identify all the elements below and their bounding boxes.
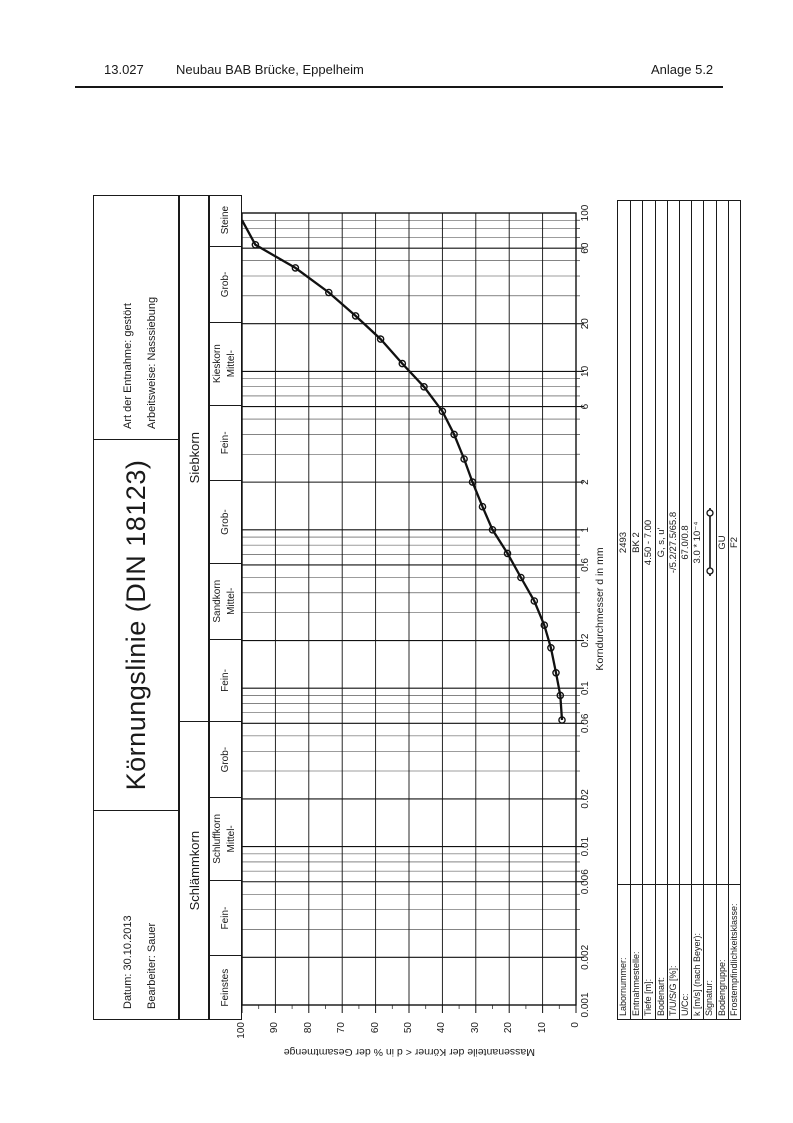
project-title: Neubau BAB Brücke, Eppelheim bbox=[176, 62, 364, 77]
percent-axis-title: Massenanteile der Körner < d in % der Gesamtmenge bbox=[283, 1046, 535, 1058]
grain-fraction-label: Steine bbox=[220, 205, 231, 235]
d-axis-tick-label: 0.1 bbox=[580, 681, 591, 696]
percent-axis-tick-label: 20 bbox=[503, 1022, 515, 1034]
percent-axis-tick-label: 80 bbox=[302, 1022, 314, 1034]
d-axis-tick-label: 20 bbox=[580, 318, 591, 330]
grain-fraction-label: Grob- bbox=[220, 509, 231, 535]
signature-symbol bbox=[705, 505, 715, 581]
table-row bbox=[618, 201, 630, 1019]
sampling-method-line: Arbeitsweise: Nasssiebung bbox=[146, 296, 158, 429]
table-row-label: Labornummer: bbox=[618, 884, 630, 1019]
table-row-value: 2493 bbox=[618, 531, 629, 554]
table-row bbox=[655, 201, 667, 1019]
d-axis-tick-label: 2 bbox=[580, 479, 591, 485]
d-axis-tick-label: 60 bbox=[580, 242, 591, 254]
percent-axis-tick-label: 90 bbox=[269, 1022, 281, 1034]
grain-group-siebkorn: Siebkorn bbox=[180, 194, 208, 722]
grain-group-schlämmkorn: Schlämmkorn bbox=[186, 830, 202, 911]
d-axis-tick-label: 1 bbox=[580, 527, 591, 533]
grain-fraction-label: Mittel- bbox=[226, 587, 237, 615]
table-row bbox=[728, 201, 740, 1019]
grain-fraction-label: Feinstes bbox=[220, 968, 231, 1007]
header-rule bbox=[75, 86, 723, 88]
table-row-value: G, s, u' bbox=[655, 527, 667, 558]
table-row bbox=[630, 201, 642, 1019]
table-row-value bbox=[704, 201, 715, 884]
table-row bbox=[679, 201, 691, 1019]
table-row-value: F2 bbox=[728, 536, 740, 549]
d-axis-tick-label: 0.2 bbox=[580, 633, 591, 648]
d-axis-tick-label: 0.006 bbox=[580, 869, 591, 895]
percent-axis-tick-label: 60 bbox=[369, 1022, 381, 1034]
table-row-label: Entnahmestelle: bbox=[631, 884, 642, 1019]
date-line: Datum: 30.10.2013 bbox=[122, 915, 134, 1009]
table-row-label: Bodengruppe: bbox=[717, 884, 728, 1019]
d-axis-tick-label: 0.01 bbox=[580, 836, 591, 857]
table-row-value: 3.0 * 10⁻⁴ bbox=[692, 521, 704, 564]
percent-axis-tick-label: 50 bbox=[403, 1022, 414, 1034]
table-row-label: Tiefe [m]: bbox=[643, 884, 654, 1019]
page-header bbox=[0, 0, 793, 100]
table-row-label: Bodenart: bbox=[656, 884, 667, 1019]
table-row bbox=[703, 201, 715, 1019]
grain-subgroup-label: Schluffkorn bbox=[212, 813, 223, 864]
grain-fraction-label: Fein- bbox=[220, 906, 231, 930]
figure-title: Körnungslinie (DIN 18123) bbox=[120, 459, 151, 791]
table-row bbox=[691, 201, 703, 1019]
project-number: 13.027 bbox=[104, 62, 144, 77]
table-row-value: GU bbox=[716, 535, 728, 550]
d-axis-tick-label: 100 bbox=[580, 204, 591, 222]
table-row-value: 4.50 - 7.00 bbox=[643, 519, 655, 566]
table-row-value: -/5.2/27.5/65.8 bbox=[667, 511, 679, 574]
table-row-label: U/Cc: bbox=[680, 884, 691, 1019]
grain-fraction-label: Fein- bbox=[220, 669, 231, 692]
d-axis-tick-label: 0.001 bbox=[580, 992, 591, 1018]
results-table bbox=[617, 200, 741, 1020]
table-row bbox=[716, 201, 728, 1019]
grain-size-curve bbox=[242, 220, 562, 720]
d-axis-tick-label: 0.002 bbox=[580, 944, 591, 970]
d-axis-tick-label: 0.02 bbox=[580, 789, 591, 809]
d-axis-tick-label: 6 bbox=[580, 403, 591, 410]
table-row-value: 67.0/0.8 bbox=[679, 525, 691, 560]
grain-subgroup-label: Kieskorn bbox=[212, 344, 223, 384]
sampling-type-line: Art der Entnahme: gestört bbox=[122, 303, 134, 429]
grain-fraction-label: Mittel- bbox=[226, 825, 237, 853]
d-axis-tick-label: 0.06 bbox=[580, 713, 591, 734]
table-row-value: BK 2 bbox=[631, 532, 643, 553]
grain-fraction-label: Grob- bbox=[220, 746, 231, 773]
percent-axis-tick-label: 100 bbox=[236, 1022, 247, 1039]
table-row-label: k [m/s] (nach Beyer): bbox=[692, 884, 703, 1019]
table-row bbox=[642, 201, 654, 1019]
grain-fraction-label: Grob- bbox=[220, 271, 231, 298]
table-row-label: Signatur: bbox=[704, 884, 715, 1019]
table-row-label: Frostempfindlichkeitsklasse: bbox=[729, 884, 740, 1019]
d-axis-title: Korndurchmesser d in mm bbox=[594, 547, 606, 671]
table-row-label: T/U/S/G [%]: bbox=[668, 884, 679, 1019]
percent-axis-tick-label: 70 bbox=[336, 1022, 348, 1034]
grain-subgroup-label: Sandkorn bbox=[212, 579, 223, 623]
percent-axis-tick-label: 40 bbox=[436, 1022, 448, 1034]
editor-line: Bearbeiter: Sauer bbox=[146, 922, 158, 1009]
percent-axis-tick-label: 30 bbox=[469, 1022, 481, 1034]
grain-size-distribution-figure bbox=[93, 195, 741, 1060]
grain-fraction-label: Fein- bbox=[220, 431, 231, 455]
grain-fraction-label: Mittel- bbox=[226, 350, 237, 378]
d-axis-tick-label: 0.6 bbox=[580, 558, 591, 572]
d-axis-tick-label: 10 bbox=[580, 365, 591, 377]
table-row bbox=[667, 201, 679, 1019]
percent-axis-tick-label: 0 bbox=[570, 1022, 581, 1028]
percent-axis-tick-label: 10 bbox=[536, 1022, 548, 1034]
annex-label: Anlage 5.2 bbox=[651, 62, 714, 77]
